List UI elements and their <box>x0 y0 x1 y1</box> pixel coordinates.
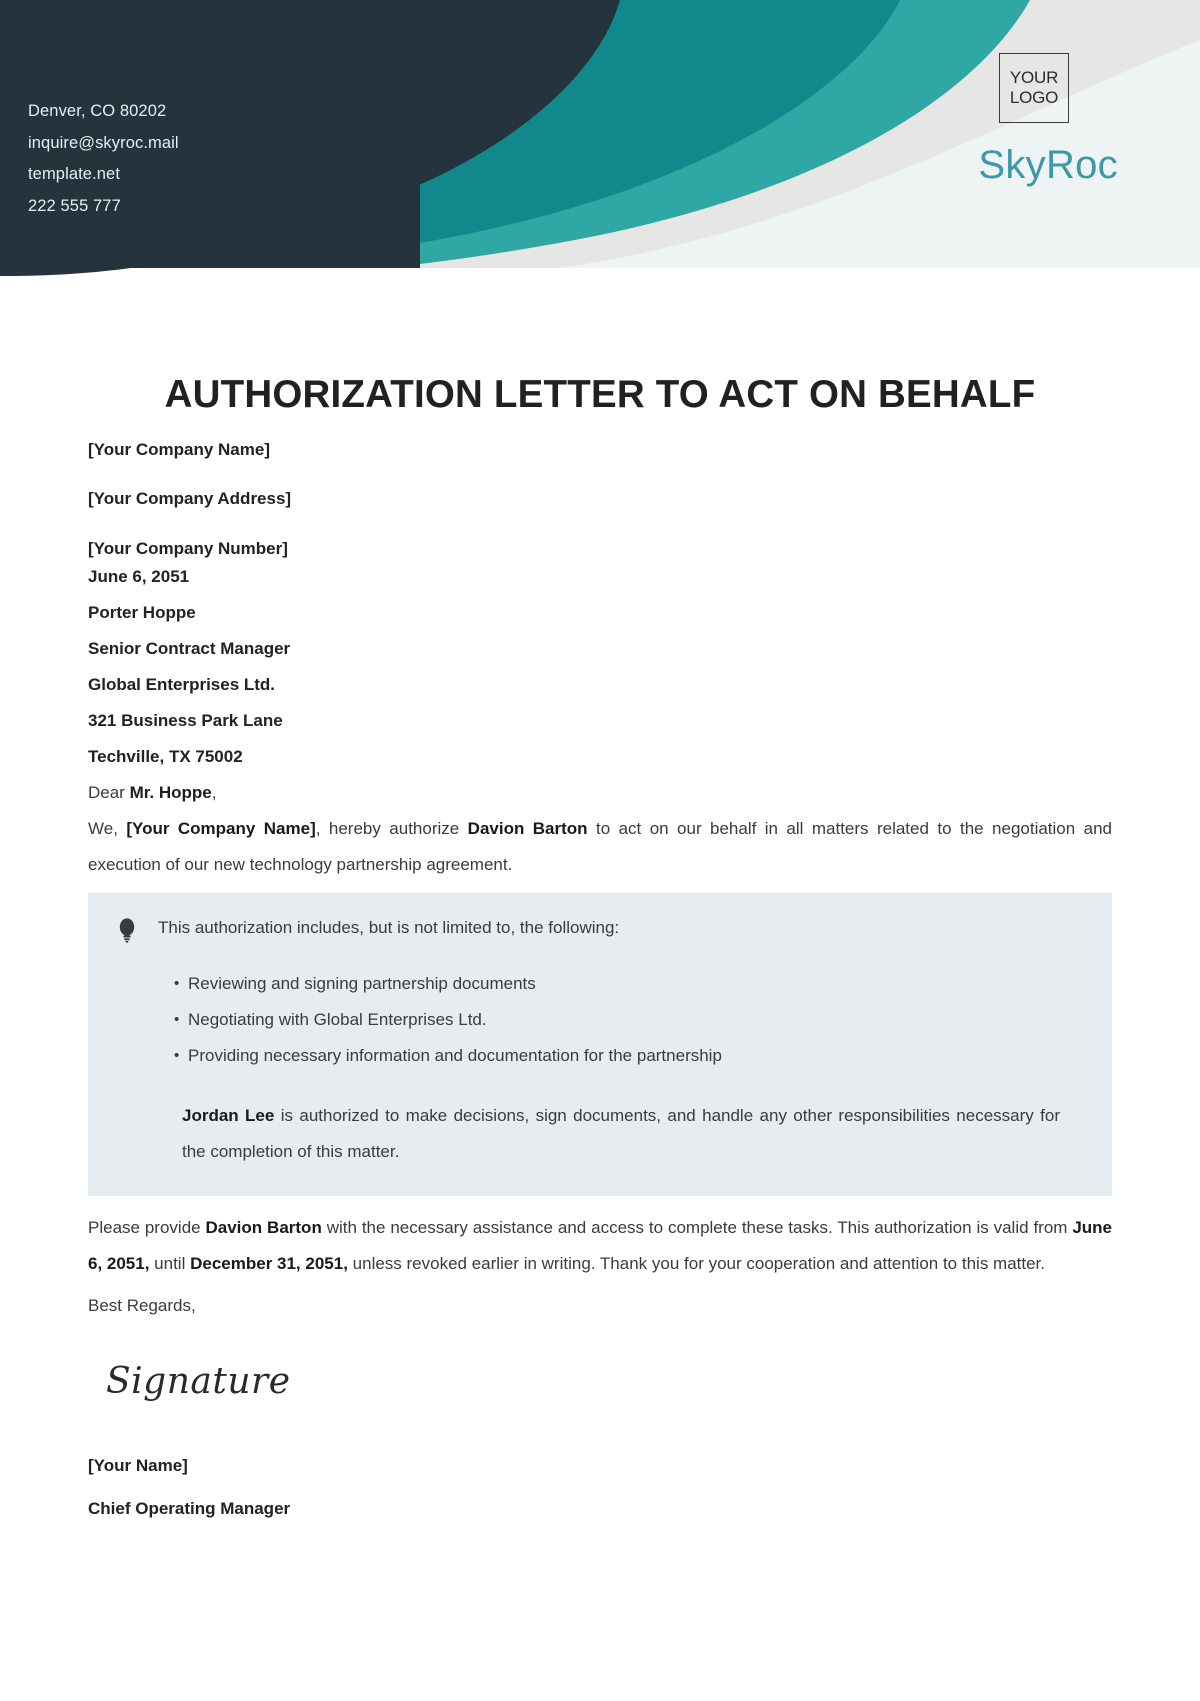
intro-authorized-person: Davion Barton <box>467 819 588 839</box>
outro-part-2: with the necessary assistance and access to complete these tasks. This authorization is valid from <box>321 1218 1073 1238</box>
outro-part-4: unless revoked earlier in writing. Thank you for your cooperation and attention to this matter. <box>347 1254 1046 1274</box>
callout-note-text: is authorized to make decisions, sign documents, and handle any other responsibilities necessary for the completion of this matter. <box>182 1106 1060 1162</box>
sender-company-address: [Your Company Address] <box>88 489 292 509</box>
callout-heading: This authorization includes, but is not limited to, the following: <box>158 918 620 938</box>
recipient-city: Techville, TX 75002 <box>88 747 243 767</box>
letterhead-header <box>0 0 1200 290</box>
contact-line-phone: 222 555 777 <box>28 196 121 215</box>
logo-text-line-2: LOGO <box>1009 88 1059 107</box>
signer-title: Chief Operating Manager <box>88 1499 291 1519</box>
letter-date: June 6, 2051 <box>88 567 190 587</box>
letter-body <box>0 290 1200 1530</box>
contact-line-address: Denver, CO 80202 <box>28 102 167 120</box>
brand-name: SkyRoc <box>978 143 1118 187</box>
list-item: • Reviewing and signing partnership documents <box>188 966 1084 1002</box>
outro-part-3: until <box>149 1254 191 1274</box>
signer-block <box>88 1444 1112 1530</box>
authorization-scope-list <box>116 966 1084 1074</box>
salutation-prefix: Dear <box>88 783 130 803</box>
recipient-name: Porter Hoppe <box>88 603 196 623</box>
list-item: • Negotiating with Global Enterprises Ltd. <box>188 1002 1084 1038</box>
intro-company-placeholder: [Your Company Name] <box>126 819 316 839</box>
recipient-street: 321 Business Park Lane <box>88 711 283 731</box>
outro-valid-until-date: December 31, 2051, <box>190 1254 348 1274</box>
outro-person: Davion Barton <box>205 1218 322 1238</box>
outro-valid-from-date: June 6, 2051, <box>88 1218 1113 1274</box>
lightbulb-icon <box>116 917 138 948</box>
callout-header <box>116 915 1084 948</box>
intro-part-1: We, <box>88 819 127 839</box>
salutation-suffix: , <box>211 783 217 803</box>
authorization-callout-box <box>88 893 1112 1196</box>
signature-mark: Signature <box>106 1361 291 1403</box>
recipient-title: Senior Contract Manager <box>88 639 291 659</box>
header-contact-block <box>28 96 179 222</box>
recipient-block <box>88 595 1112 775</box>
recipient-company: Global Enterprises Ltd. <box>88 675 276 695</box>
salutation-name: Mr. Hoppe <box>129 783 212 803</box>
sender-company-name: [Your Company Name] <box>88 440 270 459</box>
salutation <box>88 775 1112 811</box>
your-logo-placeholder <box>999 53 1069 123</box>
intro-paragraph <box>88 811 1112 883</box>
sender-block <box>88 440 1112 559</box>
contact-line-email: inquire@skyroc.mail <box>28 133 179 152</box>
logo-text-line-1: YOUR <box>1009 68 1059 87</box>
signer-name: [Your Name] <box>88 1456 188 1476</box>
contact-line-website: template.net <box>28 165 121 183</box>
intro-part-2: , hereby authorize <box>315 819 468 839</box>
outro-part-1: Please provide <box>88 1218 206 1238</box>
sender-company-number: [Your Company Number] <box>88 538 288 558</box>
list-item: • Providing necessary information and documentation for the partnership <box>188 1038 1084 1074</box>
page-title: AUTHORIZATION LETTER TO ACT ON BEHALF <box>164 373 1036 416</box>
callout-note-name: Jordan Lee <box>182 1106 275 1126</box>
intro-part-3: to act on our behalf in all matters related to the negotiation and execution of our new technology partnership agreement. <box>88 819 1113 875</box>
outro-paragraph <box>88 1210 1112 1282</box>
callout-note <box>116 1098 1084 1170</box>
closing-line: Best Regards, <box>88 1296 196 1316</box>
